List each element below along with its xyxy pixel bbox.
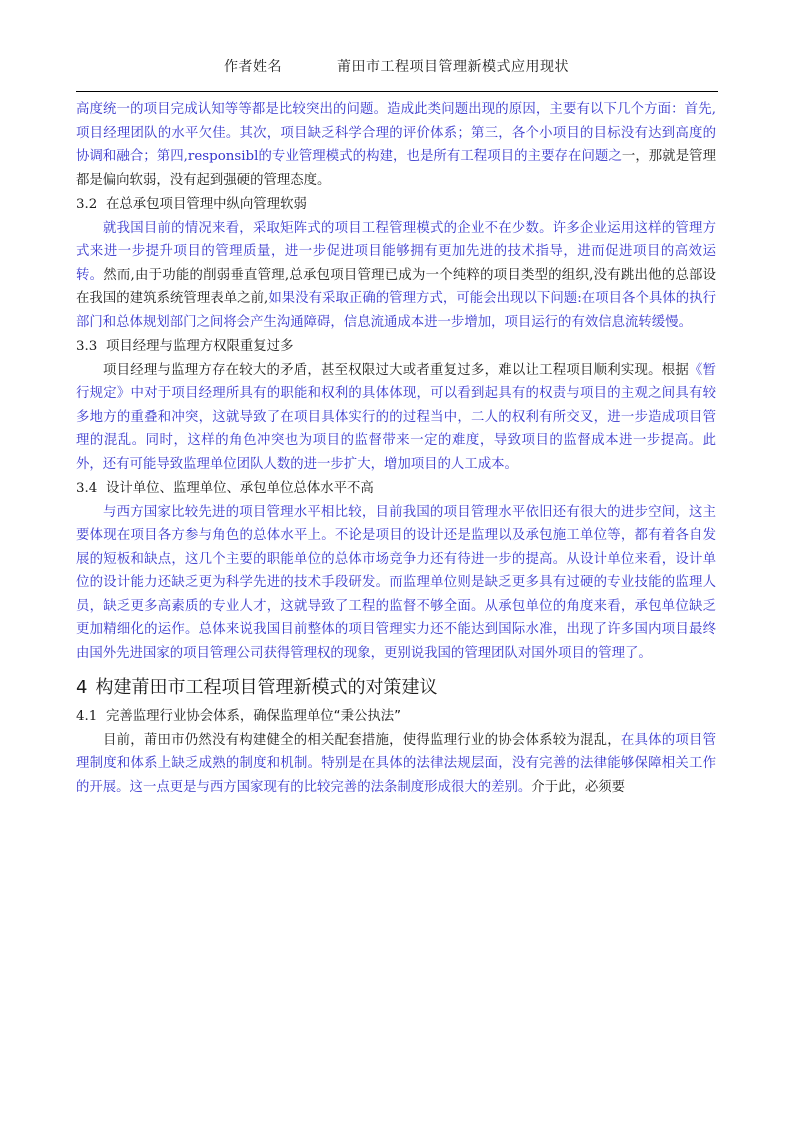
section-3-4-heading <box>76 477 716 501</box>
header-rule <box>76 91 718 92</box>
chapter-4-heading <box>76 673 716 703</box>
section-3-4-title: 设计单位、监理单位、承包单位总体水平不高 <box>106 481 374 496</box>
section-3-3-title: 项目经理与监理方权限重复过多 <box>106 339 294 354</box>
section-3-2-title: 在总承包项目管理中纵向管理软弱 <box>106 197 307 212</box>
section-3-3-number: 3.3 <box>76 339 98 354</box>
section-3-4-number: 3.4 <box>76 481 98 496</box>
section-3-3-heading <box>76 335 716 359</box>
paragraph-intro-text-a: 高度统一的项目完成认知等等都是比较突出的问题。造成此类问题出现的原因，主要有以下几个方面：首先,项目经理团队的水平欠佳。其次，项目缺乏科学合理的评价体系；第三，各个小项目的目标没有达到高度的协调和融合；第四,responsibl的专业管理模式的构建，也是所有工程项目的主要存在问题之 <box>76 102 716 164</box>
paragraph-intro-text-b: 一，那就是管理都是偏向软弱，没有起到强硬的管理态度。 <box>76 149 717 188</box>
section-3-3-text-b: 《暂行规定》中对于项目经理所具有的职能和权利的具体体现，可以看到起具有的权责与项目的主观之间具有较多地方的重叠和冲突，这就导致了在项目具体实行的的过程当中，二人的权利有所交叉，进一步造成项目管理的混乱。同时，这样的角色冲突也为项目的监督带来一定的难度，导致项目的监督成本进一步提高。此外，还有可能导致监理单位团队人数的进一步扩大，增加项目的人工成本。 <box>76 362 717 472</box>
section-3-2-paragraph <box>76 217 716 335</box>
section-3-2-text-a: 就我国目前的情况来看，采取矩阵式的项目工程管理模式的企业不在少数。许多企业运用这样的管理方式来进一步提升项目的管理质量，进一步促进项目能够拥有更加先进的技术指导，进而促进项目的高效运转。 <box>76 220 716 283</box>
section-3-3-paragraph <box>76 359 716 477</box>
document-body <box>76 98 716 799</box>
section-3-4-paragraph <box>76 501 716 666</box>
header-author: 作者姓名 <box>224 59 283 75</box>
section-3-2-heading <box>76 193 716 217</box>
page-header <box>0 56 793 76</box>
section-3-2-text-c: 如果没有采取正确的管理方式，可能会出现以下问题:在项目各个具体的执行部门和总体规划部门之间将会产生沟通障碍，信息流通成本进一步增加，项目运行的有效信息流转缓慢。 <box>76 291 716 330</box>
section-4-1-title: 完善监理行业协会体系，确保监理单位“秉公执法” <box>106 709 402 724</box>
section-3-2-text-b: 然而,由于功能的削弱垂直管理,总承包项目管理已成为一个纯粹的项目类型的组织,没有跳出他的总部设在我国的建筑系统管理表单之前, <box>76 267 716 306</box>
section-3-3-text-a: 项目经理与监理方存在较大的矛盾，甚至权限过大或者重复过多，难以让工程项目顺利实现。根据 <box>103 362 689 378</box>
section-4-1-paragraph <box>76 729 716 800</box>
chapter-4-number: 4 <box>76 677 88 698</box>
section-4-1-heading <box>76 705 716 729</box>
section-3-4-text-b: 这主要体现在项目各方参与角色的总体水平上。不论是项目的设计还是监理以及承包施工单位等，都有着各自发展的短板和缺点，这几个主要的职能单位的总体市场竞争力还有待进一步的提高。从设计单位来看，设计单位的设计能力还缺乏更为科学先进的技术手段研发。而监理单位则是缺乏更多具有过硬的专业技能的监理人员，缺乏更多高素质的专业人才，这就导致了工程的监督不够全面。从承包单位的角度来看，承包单位缺乏更加精细化的运作。总体来说我国目前整体的项目管理实力还不能达到国际水准，出现了许多国内项目最终由国外先进国家的项目管理公司获得管理权的现象，更别说我国的管理团队对国外项目的管理了。 <box>76 504 717 661</box>
chapter-4-title: 构建莆田市工程项目管理新模式的对策建议 <box>95 677 438 698</box>
section-4-1-number: 4.1 <box>76 709 98 724</box>
section-3-2-number: 3.2 <box>76 197 98 212</box>
section-4-1-text-c: 介于此，必须要 <box>531 779 626 795</box>
paragraph-intro <box>76 98 716 192</box>
section-4-1-text-b: 在具体的项目管理制度和体系上缺乏成熟的制度和机制。特别是在具体的法律法规层面，没有完善的法律能够保障相关工作的开展。这一点更是与西方国家现有的比较完善的法条制度形成很大的差别。 <box>76 732 716 795</box>
header-title: 莆田市工程项目管理新模式应用现状 <box>336 59 569 75</box>
section-3-4-text-a: 与西方国家比较先进的项目管理水平相比较，目前我国的项目管理水平依旧还有很大的进步空间， <box>103 504 689 520</box>
section-4-1-text-a: 目前，莆田市仍然没有构建健全的相关配套措施，使得监理行业的协会体系较为混乱， <box>103 732 621 748</box>
